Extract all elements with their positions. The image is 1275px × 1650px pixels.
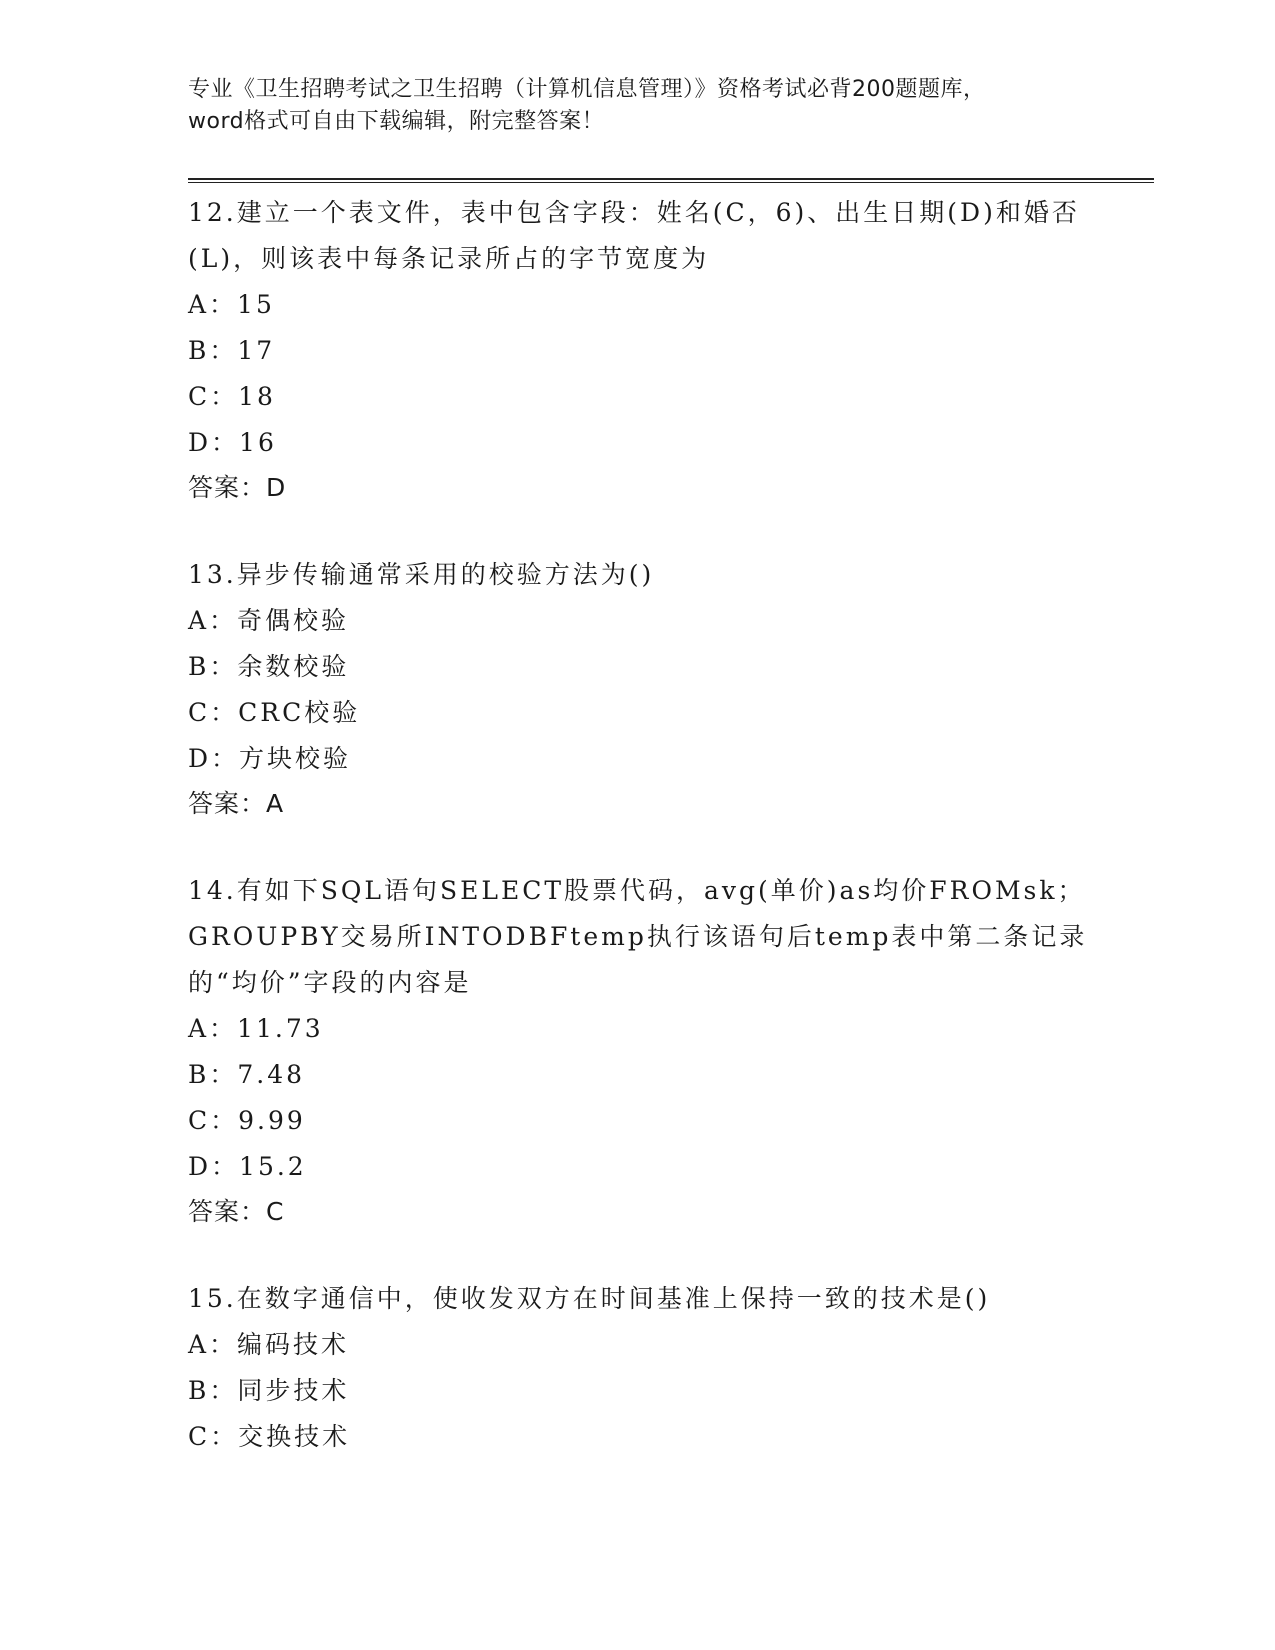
question-stem: 15.在数字通信中，使收发双方在时间基准上保持一致的技术是() bbox=[188, 1284, 991, 1313]
header-divider-thin bbox=[188, 182, 1154, 183]
question-stem: 14.有如下SQL语句SELECT股票代码，avg(单价)as均价FROMsk；GROUPBY交易所INTODBFtemp执行该语句后temp表中第二条记录的“均价”字段的内容是 bbox=[188, 876, 1088, 997]
option-b: B：余数校验 bbox=[188, 652, 350, 681]
question-stem: 12.建立一个表文件，表中包含字段：姓名(C，6)、出生日期(D)和婚否(L)，则该表中每条记录所占的字节宽度为 bbox=[188, 198, 1080, 273]
option-b: B：7.48 bbox=[188, 1060, 306, 1089]
option-b: B：同步技术 bbox=[188, 1376, 350, 1405]
option-c: C：9.99 bbox=[188, 1106, 306, 1135]
option-c: C：交换技术 bbox=[188, 1422, 351, 1451]
document-header bbox=[188, 74, 1088, 138]
option-b: B：17 bbox=[188, 336, 276, 365]
header-line-2: word格式可自由下载编辑，附完整答案！ bbox=[188, 109, 605, 134]
option-d: D：方块校验 bbox=[188, 744, 352, 773]
option-c: C：CRC校验 bbox=[188, 698, 361, 727]
answer: 答案：D bbox=[188, 473, 287, 502]
option-c: C：18 bbox=[188, 382, 276, 411]
question-12 bbox=[188, 190, 1088, 510]
answer: 答案：A bbox=[188, 789, 285, 818]
question-14 bbox=[188, 868, 1088, 1234]
option-a: A：奇偶校验 bbox=[188, 606, 350, 635]
question-13 bbox=[188, 552, 1088, 826]
header-divider-thick bbox=[188, 178, 1154, 180]
question-list bbox=[188, 190, 1088, 1502]
header-line-1: 专业《卫生招聘考试之卫生招聘（计算机信息管理）》资格考试必背200题题库， bbox=[188, 77, 986, 102]
option-a: A：编码技术 bbox=[188, 1330, 350, 1359]
option-d: D：16 bbox=[188, 428, 277, 457]
option-a: A：11.73 bbox=[188, 1014, 324, 1043]
answer: 答案：C bbox=[188, 1197, 285, 1226]
option-a: A：15 bbox=[188, 290, 275, 319]
option-d: D：15.2 bbox=[188, 1152, 307, 1181]
question-stem: 13.异步传输通常采用的校验方法为() bbox=[188, 560, 655, 589]
question-15 bbox=[188, 1276, 1088, 1460]
